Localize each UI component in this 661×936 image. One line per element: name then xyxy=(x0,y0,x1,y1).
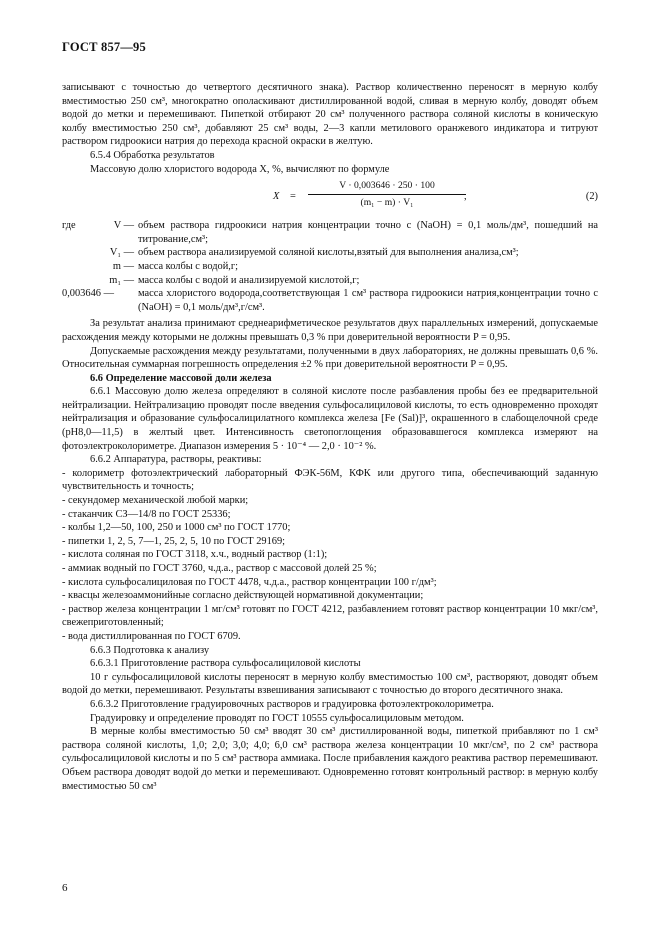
definition-row xyxy=(62,287,598,314)
variable-definitions xyxy=(62,219,598,314)
paragraph-last: В мерные колбы вместимостью 50 см³ вводят 30 см³ дистиллированной воды, пипеткой прибавляют по 1 см³ раствора соляной кислоты, 1,0; 2,0; 3,0; 4,0; 6,0 см³ раствора железа концентрации 10 мкг/см³, по 2 см³ раствора сульфосалициловой кислоты и по 5 см³ раствора аммиака. После прибавления каждого реактива раствор перемешивают. Объем раствора доводят водой до метки и перемешивают. Одновременно готовят контрольный раствор: в мерную колбу вместимостью 50 см³ xyxy=(62,726,598,792)
definition-text: объем раствора анализируемой соляной кислоты,взятый для выполнения анализа,см³; xyxy=(138,247,519,259)
definition-symbol: V₁ — xyxy=(109,247,134,259)
paragraph-intro: записывают с точностью до четвертого десятичного знака). Раствор количественно переносят в мерную колбу вместимостью 250 см³, многократно ополаскивают дистиллированной водой, сливая в мерную колбу, доводят объем водой до метки и перемешивают. Пипеткой отбирают 20 см³ полученного раствора соляной кислоты в коническую колбу вместимостью 250 см³, добавляют 25 см³ воды, 2—3 капли метилового оранжевого индикатора и титруют раствором гидроокиси натрия до перехода красной окраски в желтую. xyxy=(62,82,598,148)
page-number: 6 xyxy=(62,882,68,894)
formula-denominator: (m₁ − m) · V₁ xyxy=(360,196,414,208)
list-item: - колориметр фотоэлектрический лабораторный ФЭК-56М, КФК или другого типа, обеспечивающий заданную чувствительность и точность; xyxy=(62,467,598,493)
formula-numerator: V · 0,003646 · 250 · 100 xyxy=(308,179,466,195)
section-6-6-3-heading: 6.6.3 Подготовка к анализу xyxy=(90,644,210,656)
list-item: - аммиак водный по ГОСТ 3760, ч.д.а., раствор с массовой долей 25 %; xyxy=(62,563,377,574)
list-item: - пипетки 1, 2, 5, 7—1, 25, 2, 5, 10 по ГОСТ 29169; xyxy=(62,535,286,547)
definition-row xyxy=(62,260,598,274)
definition-symbol: m — xyxy=(112,260,134,272)
list-item: - стаканчик СЗ—14/8 по ГОСТ 25336; xyxy=(62,508,231,520)
section-6-6-3-1-heading: 6.6.3.1 Приготовление раствора сульфосалициловой кислоты xyxy=(90,658,361,670)
formula-lhs: X xyxy=(273,191,280,203)
definition-lead xyxy=(62,274,90,288)
definition-lead xyxy=(62,260,90,274)
formula-comma: , xyxy=(464,191,467,203)
list-item: - раствор железа концентрации 1 мг/см³ готовят по ГОСТ 4212, разбавлением готовят раствор концентрации 10 мкг/см³, свежеприготовленный; xyxy=(62,603,598,629)
paragraph-6-6-3-1: 10 г сульфосалициловой кислоты переносят в мерную колбу вместимостью 100 см³, растворяют, доводят объем водой до метки, перемешивают. Результаты взвешивания записывают с точностью до второго десятичного знака. xyxy=(62,671,598,697)
definition-text: объем раствора гидроокиси натрия концентрации точно c (NaOH) = 0,1 моль/дм³, пошедший на титрование,см³; xyxy=(138,220,598,245)
formula-fraction xyxy=(308,179,466,209)
definition-symbol: m₁ — xyxy=(109,274,134,286)
definition-lead: где xyxy=(62,220,76,232)
section-6-6-heading: 6.6 Определение массовой доли железа xyxy=(90,372,272,384)
definition-text: масса колбы с водой и анализируемой кислотой,г; xyxy=(138,274,360,286)
formula-equals: = xyxy=(290,191,296,203)
section-6-5-4-heading: 6.5.4 Обработка результатов xyxy=(90,149,215,161)
formula-2 xyxy=(62,178,598,216)
paragraph-6-6-1: 6.6.1 Массовую долю железа определяют в соляной кислоте после разбавления пробы без ее предварительной нейтрализации. Нейтрализацию проводят после введения сульфосалициловой кислоты, то есть одновременно проходят нейтрализация и образование сульфосалицилатного комплекса железа [Fe (Sal)]³, окрашенного в слабощелочной среде (pH8,0—11,5) в желтый цвет. Интенсивность светопоглощения образовавшегося комплекса измеряют на фотоэлектроколориметре. Диапазон измерения 5 · 10⁻⁴ — 2,0 · 10⁻² %. xyxy=(62,386,598,452)
paragraph-result: За результат анализа принимают среднеарифметическое результатов двух параллельных измерений, допускаемые расхождения между которыми не должны превышать 0,3 % при доверительной вероятности P = 0,95. xyxy=(62,318,598,343)
document-header: ГОСТ 857—95 xyxy=(62,40,146,54)
definition-text: масса колбы с водой,г; xyxy=(138,260,239,272)
list-item: - колбы 1,2—50, 100, 250 и 1000 см³ по ГОСТ 1770; xyxy=(62,522,291,534)
section-6-6-2-heading: 6.6.2 Аппаратура, растворы, реактивы: xyxy=(90,454,262,466)
paragraph-calibration: Градуировку и определение проводят по ГОСТ 10555 сульфосалициловым методом. xyxy=(90,712,464,724)
definition-row xyxy=(62,219,598,246)
definition-text: масса хлористого водорода,соответствующая 1 см³ раствора гидроокиси натрия,концентрации точно c (NaOH) = 0,1 моль/дм³,г/см³. xyxy=(138,288,598,313)
list-item: - секундомер механической любой марки; xyxy=(62,495,249,507)
definition-lead xyxy=(62,246,90,260)
paragraph-formula-intro: Массовую долю хлористого водорода X, %, вычисляют по формуле xyxy=(90,163,390,175)
document-body xyxy=(62,81,598,793)
definition-row xyxy=(62,246,598,260)
section-6-6-3-2-heading: 6.6.3.2 Приготовление градуировочных растворов и градуировка фотоэлектроколориметра. xyxy=(90,698,494,710)
definition-lead: 0,003646 — xyxy=(62,288,114,300)
paragraph-labs: Допускаемые расхождения между результатами, полученными в двух лабораториях, не должны превышать 0,6 %. Относительная суммарная погрешность определения ±2 % при доверительной вероятности P = 0,95. xyxy=(62,345,598,371)
formula-number: (2) xyxy=(585,191,598,203)
list-item: - квасцы железоаммонийные согласно действующей нормативной документации; xyxy=(62,590,424,602)
list-item: - вода дистиллированная по ГОСТ 6709. xyxy=(62,630,241,642)
definition-symbol: V — xyxy=(113,220,134,232)
list-item: - кислота сульфосалициловая по ГОСТ 4478, ч.д.а., раствор концентрации 100 г/дм³; xyxy=(62,576,437,588)
list-item: - кислота соляная по ГОСТ 3118, х.ч., водный раствор (1:1); xyxy=(62,549,328,561)
definition-row xyxy=(62,274,598,288)
